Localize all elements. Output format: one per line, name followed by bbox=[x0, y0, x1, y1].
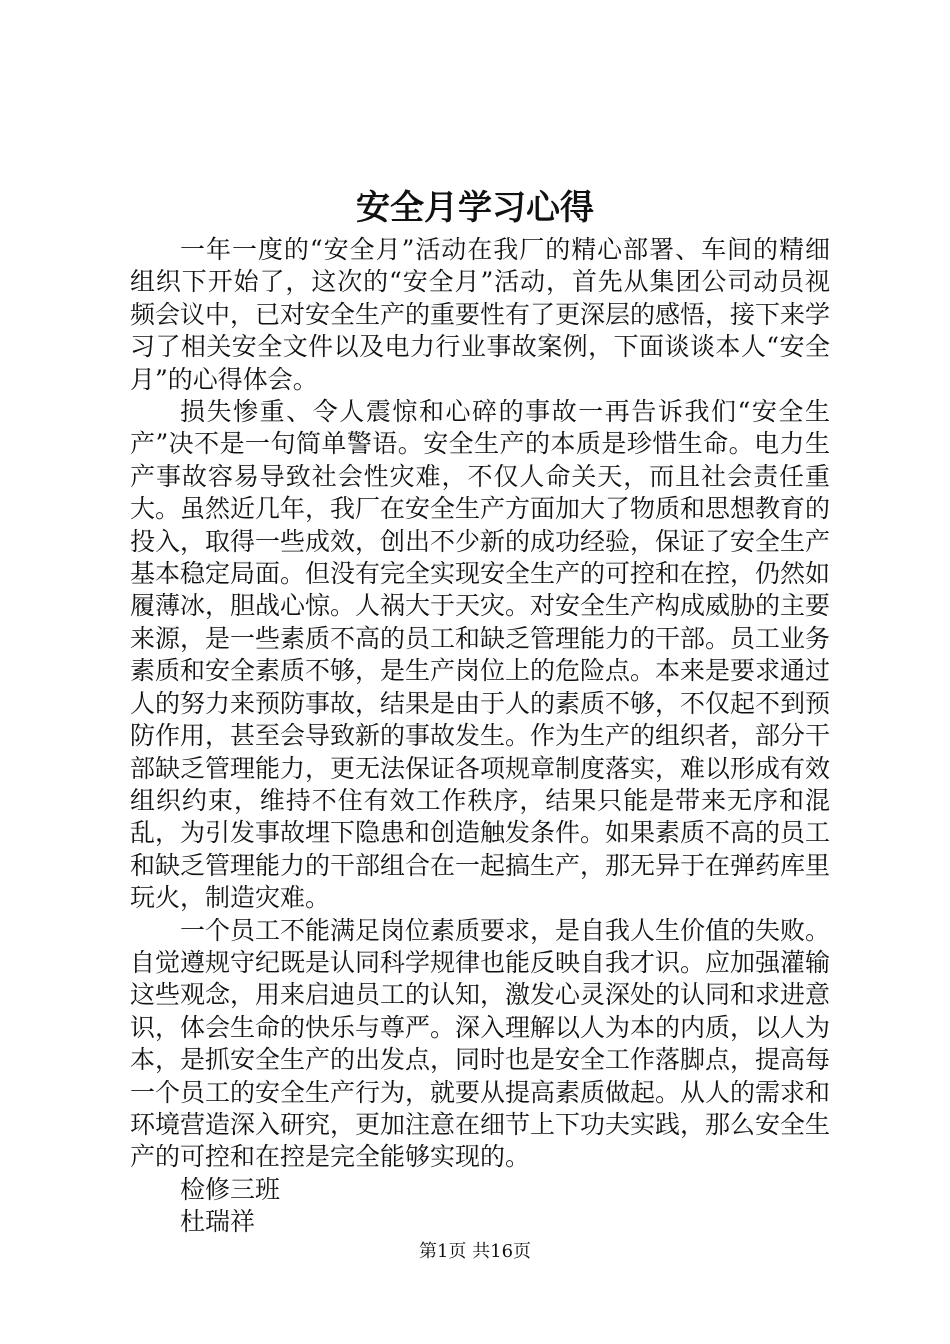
paragraph-2: 损失惨重、令人震惊和心碎的事故一再告诉我们“安全生产”决不是一句简单警语。安全生产的本质是珍惜生命。电力生产事故容易导致社会性灾难，不仅人命关天，而且社会责任重大。虽然近几年，我厂在安全生产方面加大了物质和思想教育的投入，取得一些成效，创出不少新的成功经验，保证了安全生产基本稳定局面。但没有完全实现安全生产的可控和在控，仍然如履薄冰，胆战心惊。人祸大于天灾。对安全生产构成威胁的主要来源，是一些素质不高的员工和缺乏管理能力的干部。员工业务素质和安全素质不够，是生产岗位上的危险点。本来是要求通过人的努力来预防事故，结果是由于人的素质不够，不仅起不到预防作用，甚至会导致新的事故发生。作为生产的组织者，部分干部缺乏管理能力，更无法保证各项规章制度落实，难以形成有效组织约束，维持不住有效工作秩序，结果只能是带来无序和混乱，为引发事故埋下隐患和创造触发条件。如果素质不高的员工和缺乏管理能力的干部组合在一起搞生产，那无异于在弹药库里玩火，制造灾难。 bbox=[130, 397, 831, 913]
document-body bbox=[130, 234, 830, 1239]
page-footer: 第1页 共16页 bbox=[418, 1241, 532, 1262]
paragraph-1: 一年一度的“安全月”活动在我厂的精心部署、车间的精细组织下开始了，这次的“安全月”活动，首先从集团公司动员视频会议中，已对安全生产的重要性有了更深层的感悟，接下来学习了相关安全文件以及电力行业事故案例，下面谈谈本人“安全月”的心得体会。 bbox=[130, 235, 831, 394]
signature-author: 杜瑞祥 bbox=[180, 1207, 256, 1237]
document-title: 安全月学习心得 bbox=[356, 188, 594, 228]
paragraph-3: 一个员工不能满足岗位素质要求，是自我人生价值的失败。自觉遵规守纪既是认同科学规律也能反映自我才识。应加强灌输这些观念，用来启迪员工的认知，激发心灵深处的认同和求进意识，体会生命的快乐与尊严。深入理解以人为本的内质，以人为本，是抓安全生产的出发点，同时也是安全工作落脚点，提高每一个员工的安全生产行为，就要从提高素质做起。从人的需求和环境营造深入研究，更加注意在细节上下功夫实践，那么安全生产的可控和在控是完全能够实现的。 bbox=[130, 915, 831, 1172]
signature-department: 检修三班 bbox=[180, 1174, 281, 1204]
